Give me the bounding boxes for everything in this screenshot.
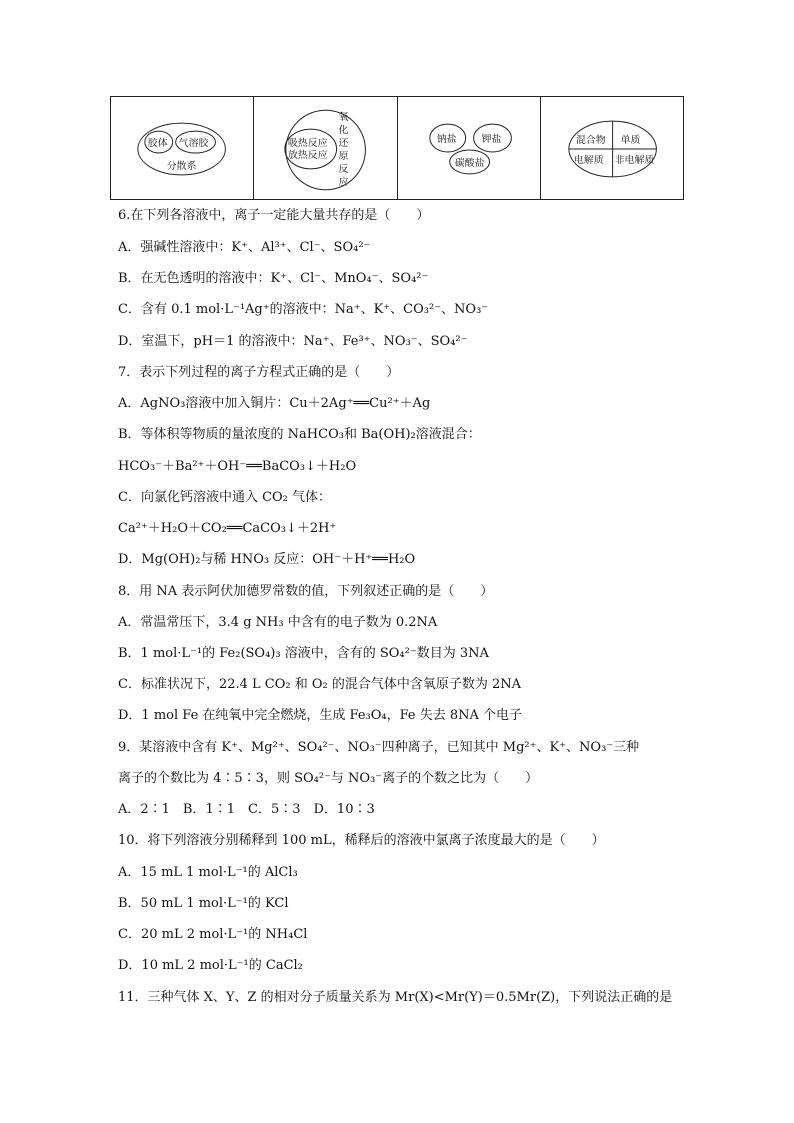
q9-options: A．2∶1 B．1∶1 C．5∶3 D．10∶3: [118, 802, 375, 817]
diagram-substances: [541, 97, 683, 199]
diagram2-label-redox-6: 应: [338, 176, 349, 188]
q7-option-c: C．向氯化钙溶液中通入 CO₂ 气体：: [118, 490, 332, 505]
q7-option-c-equation: Ca²⁺＋H₂O＋CO₂══CaCO₃↓＋2H⁺: [118, 521, 337, 536]
q7-option-d: D．Mg(OH)₂与稀 HNO₃ 反应：OH⁻＋H⁺══H₂O: [118, 552, 416, 567]
diagram4-label-electrolyte: 电解质: [573, 154, 604, 166]
q7-option-a: A．AgNO₃溶液中加入铜片：Cu＋2Ag⁺══Cu²⁺＋Ag: [118, 396, 431, 411]
diagram4-label-mixture: 混合物: [575, 135, 606, 147]
q8-option-d: D．1 mol Fe 在纯氧中完全燃烧，生成 Fe₃O₄，Fe 失去 8NA 个电子: [118, 708, 523, 723]
diagram1-label-colloid: 胶体: [147, 138, 168, 150]
q7-option-b: B．等体积等物质的量浓度的 NaHCO₃和 Ba(OH)₂溶液混合：: [118, 427, 481, 442]
q9-stem-cont: 离子的个数比为 4∶5∶3，则 SO₄²⁻与 NO₃⁻离子的个数之比为（ ）: [118, 771, 539, 786]
q6-option-b: B．在无色透明的溶液中：K⁺、Cl⁻、MnO₄⁻、SO₄²⁻: [118, 271, 429, 286]
diagram-dispersion-system: [111, 97, 254, 199]
concept-diagram-table: [110, 96, 684, 200]
diagram-salts: [398, 97, 541, 199]
diagram3-label-sodium-salt: 钠盐: [436, 134, 457, 146]
q8-option-c: C．标准状况下，22.4 L CO₂ 和 O₂ 的混合气体中含氧原子数为 2NA: [118, 677, 522, 692]
q8-stem: 8．用 NA 表示阿伏加德罗常数的值，下列叙述正确的是（ ）: [118, 584, 494, 599]
q7-option-b-equation: HCO₃⁻＋Ba²⁺＋OH⁻══BaCO₃↓＋H₂O: [118, 459, 357, 474]
q10-option-a: A．15 mL 1 mol·L⁻¹的 AlCl₃: [118, 865, 298, 880]
diagram4-label-element: 单质: [620, 135, 641, 147]
q10-option-b: B．50 mL 1 mol·L⁻¹的 KCl: [118, 896, 289, 911]
q11-stem: 11．三种气体 X、Y、Z 的相对分子质量关系为 Mr(X)<Mr(Y)＝0.5Mr(Z)，下列说法正确的是: [118, 990, 673, 1005]
q8-option-a: A．常温常压下，3.4 g NH₃ 中含有的电子数为 0.2NA: [118, 615, 438, 630]
diagram2-label-redox-1: 氧: [338, 112, 349, 124]
q6-stem: 6.在下列各溶液中，离子一定能大量共存的是（ ）: [118, 208, 430, 223]
q6-option-a: A．强碱性溶液中：K⁺、Al³⁺、Cl⁻、SO₄²⁻: [118, 240, 371, 255]
diagram2-label-exothermic: 放热反应: [288, 149, 328, 161]
diagram2-label-redox-4: 原: [338, 150, 349, 162]
diagram-reaction-types: [254, 97, 397, 199]
q10-stem: 10．将下列溶液分别稀释到 100 mL，稀释后的溶液中氯离子浓度最大的是（ ）: [118, 833, 605, 848]
diagram2-label-redox-2: 化: [338, 125, 349, 137]
diagram2-label-endothermic: 吸热反应: [288, 138, 328, 150]
q10-option-c: C．20 mL 2 mol·L⁻¹的 NH₄Cl: [118, 927, 308, 942]
diagram3-label-carbonate: 碳酸盐: [454, 157, 485, 169]
diagram2-label-redox-5: 反: [338, 163, 349, 175]
q9-stem: 9．某溶液中含有 K⁺、Mg²⁺、SO₄²⁻、NO₃⁻四种离子，已知其中 Mg²⁺、K⁺、NO₃⁻三种: [118, 740, 640, 755]
q8-option-b: B．1 mol·L⁻¹的 Fe₂(SO₄)₃ 溶液中，含有的 SO₄²⁻数目为 3NA: [118, 646, 489, 661]
diagram1-label-aerosol: 气溶胶: [178, 138, 209, 150]
q10-option-d: D．10 mL 2 mol·L⁻¹的 CaCl₂: [118, 958, 303, 973]
q6-option-c: C．含有 0.1 mol·L⁻¹Ag⁺的溶液中：Na⁺、K⁺、CO₃²⁻、NO₃⁻: [118, 302, 489, 317]
diagram4-label-nonelectrolyte: 非电解质: [614, 154, 655, 166]
q7-stem: 7．表示下列过程的离子方程式正确的是（ ）: [118, 365, 400, 380]
diagram2-label-redox-3: 还: [338, 138, 349, 150]
diagram3-label-potassium-salt: 钾盐: [481, 134, 501, 146]
q6-option-d: D．室温下，pH＝1 的溶液中：Na⁺、Fe³⁺、NO₃⁻、SO₄²⁻: [118, 334, 468, 349]
diagram1-label-dispersion: 分散系: [166, 160, 197, 172]
